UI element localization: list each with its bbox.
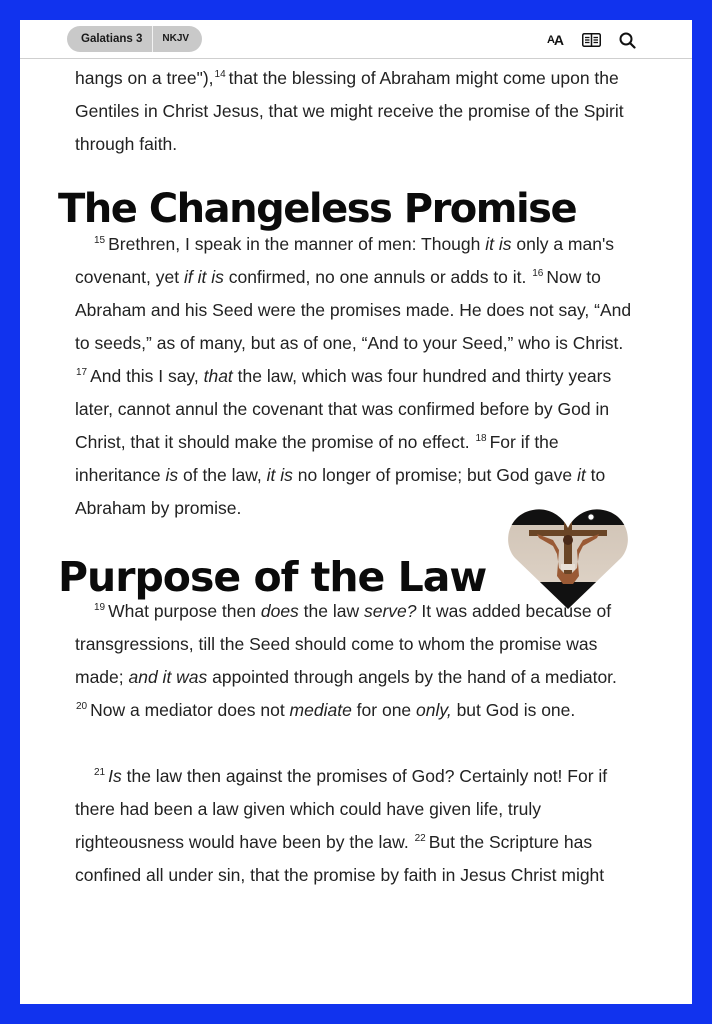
verse-text: What purpose then bbox=[108, 601, 261, 621]
verse-text: And this I say, bbox=[90, 366, 204, 386]
verse-number[interactable]: 20 bbox=[76, 701, 88, 713]
verse-italic: it is bbox=[266, 465, 293, 485]
verse-text: for one bbox=[351, 700, 417, 720]
verse-number[interactable]: 16 bbox=[532, 268, 544, 280]
toolbar-icons bbox=[545, 31, 637, 49]
verse-italic: that bbox=[203, 366, 233, 386]
verse-text: to Abraham by promise. bbox=[75, 465, 606, 518]
verse-text: For if the inheritance bbox=[75, 432, 559, 485]
verse-number[interactable]: 14 bbox=[214, 69, 226, 81]
paragraph-4 bbox=[75, 760, 645, 892]
verse-text: the law, which was four hundred and thirty years later, cannot annul the covenant that was confirmed before by God in Christ, that it should make the promise of no effect. bbox=[75, 366, 612, 452]
search-icon[interactable] bbox=[617, 31, 637, 49]
app-window bbox=[20, 20, 692, 1004]
verse-text: that the blessing of Abraham might come upon the Gentiles in Christ Jesus, that we might receive the promise of the Spirit through faith. bbox=[75, 68, 624, 154]
verse-text: appointed through angels by the hand of a mediator. bbox=[207, 667, 617, 687]
reader-toolbar bbox=[20, 20, 692, 59]
verse-text: the law bbox=[298, 601, 364, 621]
verse-text: hangs on a tree"), bbox=[75, 68, 214, 88]
verse-text: confirmed, no one annuls or adds to it. bbox=[223, 267, 532, 287]
verse-text: Now to Abraham and his Seed were the promises made. He does not say, “And to seeds,” as of many, but as of one, “And to your Seed,” who is Christ. bbox=[75, 267, 632, 353]
verse-italic: and it was bbox=[128, 667, 208, 687]
verse-text: Now a mediator does not bbox=[90, 700, 290, 720]
verse-text: of the law, bbox=[178, 465, 267, 485]
verse-italic: it is bbox=[485, 234, 512, 254]
verse-text: only a man's covenant, yet bbox=[75, 234, 615, 287]
verse-number[interactable]: 17 bbox=[76, 367, 88, 379]
section-heading: The Changeless Promise bbox=[58, 186, 577, 232]
scripture-content bbox=[20, 58, 692, 1004]
verse-number[interactable]: 19 bbox=[94, 602, 106, 614]
section-heading: Purpose of the Law bbox=[58, 553, 487, 601]
verse-number[interactable]: 15 bbox=[94, 235, 106, 247]
verse-text: But the Scripture has confined all under sin, that the promise by faith in Jesus Christ might bbox=[75, 832, 605, 885]
verse-italic: does bbox=[260, 601, 299, 621]
paragraph-3 bbox=[75, 595, 645, 727]
verse-italic: mediate bbox=[289, 700, 352, 720]
verse-text: no longer of promise; but God gave bbox=[292, 465, 577, 485]
verse-italic: if it is bbox=[183, 267, 224, 287]
book-reader-icon[interactable] bbox=[581, 31, 601, 49]
version-button[interactable]: NKJV bbox=[162, 33, 190, 44]
verse-number[interactable]: 18 bbox=[475, 433, 487, 445]
verse-text: but God is one. bbox=[451, 700, 576, 720]
verse-text: It was added because of transgressions, till the Seed should come to whom the promise was made; bbox=[75, 601, 612, 687]
verse-italic: it bbox=[576, 465, 586, 485]
verse-italic: only, bbox=[416, 700, 452, 720]
verse-italic: Is bbox=[108, 766, 122, 786]
verse-text: the law then against the promises of God? Certainly not! For if there had been a law given which could have given life, truly righteousness would have been by the law. bbox=[75, 766, 608, 852]
font-size-icon[interactable]: A A bbox=[546, 32, 564, 48]
verse-italic: serve? bbox=[364, 601, 417, 621]
book-chapter-button[interactable]: Galatians 3 bbox=[81, 33, 143, 45]
passage-selector[interactable] bbox=[67, 26, 202, 52]
verse-text: Brethren, I speak in the manner of men: Though bbox=[108, 234, 486, 254]
verse-number[interactable]: 22 bbox=[414, 833, 426, 845]
paragraph-2 bbox=[75, 228, 645, 525]
verse-italic: is bbox=[165, 465, 179, 485]
paragraph-1 bbox=[75, 62, 645, 161]
verse-number[interactable]: 21 bbox=[94, 767, 106, 779]
